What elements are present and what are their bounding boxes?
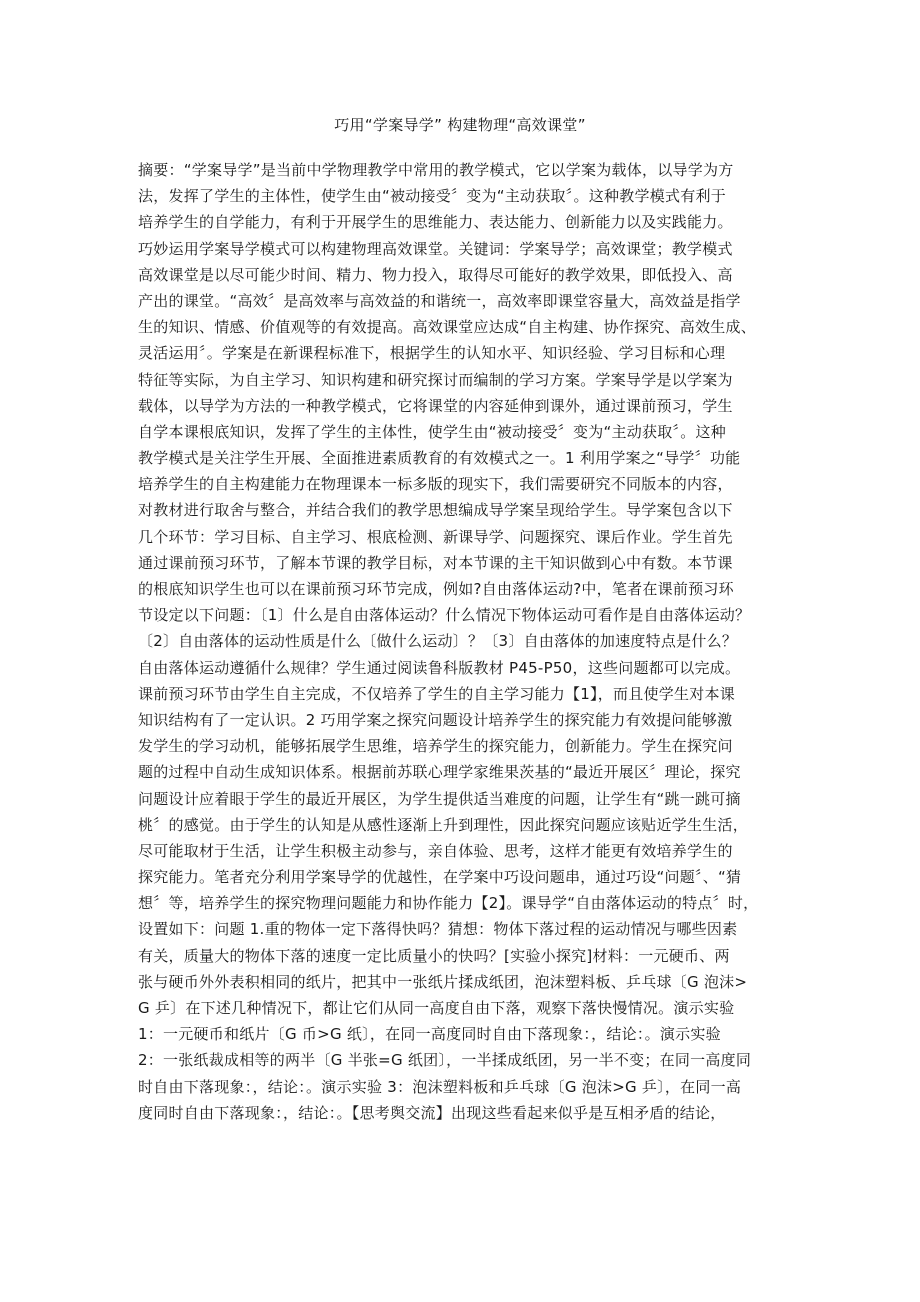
document-title: 巧用“学案导学” 构建物理“高效课堂” xyxy=(334,116,586,134)
text-line: 几个环节：学习目标、自主学习、根底检测、新课导学、问题探究、课后作业。学生首先 xyxy=(138,527,733,546)
text-line: 时自由下落现象：，结论：。演示实验 3：泡沫塑料板和乒乓球〔G 泡沫>G 乒〕，在同一高 xyxy=(138,1077,742,1096)
text-line: 设置如下：问题 1.重的物体一定下落得快吗？猜想：物体下落过程的运动情况与哪些因素 xyxy=(138,920,738,939)
text-line: 特征等实际，为自主学习、知识构建和研究探讨而编制的学习方案。学案导学是以学案为 xyxy=(138,370,733,389)
text-line: 探究能力。笔者充分利用学案导学的优越性，在学案中巧设问题串，通过巧设“问题〞、“猜 xyxy=(138,868,742,887)
text-line: 载体，以导学为方法的一种教学模式，它将课堂的内容延伸到课外，通过课前预习，学生 xyxy=(138,396,733,415)
text-line: 培养学生的自学能力，有利于开展学生的思维能力、表达能力、创新能力以及实践能力。 xyxy=(138,213,733,232)
text-line: 产出的课堂。“高效〞是高效率与高效益的和谐统一，高效率即课堂容量大，高效益是指学 xyxy=(138,291,741,310)
text-line: 教学模式是关注学生开展、全面推进素质教育的有效模式之一。1 利用学案之“导学〞功能 xyxy=(138,449,741,468)
text-line: 通过课前预习环节，了解本节课的教学目标，对本节课的主干知识做到心中有数。本节课 xyxy=(138,553,733,572)
text-line: 摘要：“学案导学”是当前中学物理教学中常用的教学模式，它以学案为载体，以导学为方 xyxy=(138,161,734,179)
text-line: 的根底知识学生也可以在课前预习环节完成，例如?自由落体运动?中，笔者在课前预习环 xyxy=(138,580,734,598)
text-line: 〔2〕自由落体的运动性质是什么〔做什么运动〕？〔3〕自由落体的加速度特点是什么？ xyxy=(138,632,738,651)
text-line: 培养学生的自主构建能力在物理课本一标多版的现实下，我们需要研究不同版本的内容， xyxy=(138,475,733,494)
document-body xyxy=(138,157,798,1126)
text-line: 课前预习环节由学生自主完成，不仅培养了学生的自主学习能力【1】，而且使学生对本课 xyxy=(138,684,736,703)
text-line: 知识结构有了一定认识。2 巧用学案之探究问题设计培养学生的探究能力有效提问能够激 xyxy=(138,710,733,729)
text-line: 度同时自由下落现象：，结论：。【思考舆交流】出现这些看起来似乎是互相矛盾的结论， xyxy=(138,1103,726,1122)
text-line: 自学本课根底知识，发挥了学生的主体性，使学生由“被动接受〞变为“主动获取〞。这种 xyxy=(138,422,727,441)
text-line: 题的过程中自动生成知识体系。根据前苏联心理学家维果茨基的“最近开展区〞理论，探究 xyxy=(138,763,741,782)
text-line: 想〞等，培养学生的探究物理问题能力和协作能力【2】。课导学“自由落体运动的特点〞时， xyxy=(138,894,759,913)
text-line: 巧妙运用学案导学模式可以构建物理高效课堂。关键词：学案导学；高效课堂；教学模式 xyxy=(138,239,733,258)
text-line: 尽可能取材于生活，让学生积极主动参与，亲自体验、思考，这样才能更有效培养学生的 xyxy=(138,841,733,860)
text-line: 对教材进行取舍与整合，并结合我们的教学思想编成导学案呈现给学生。导学案包含以下 xyxy=(138,501,733,520)
text-line: 自由落体运动遵循什么规律？学生通过阅读鲁科版教材 P45-P50，这些问题都可以完成。 xyxy=(138,658,741,677)
text-line: 节设定以下问题：〔1〕什么是自由落体运动？什么情况下物体运动可看作是自由落体运动？ xyxy=(138,606,751,625)
text-line: 张与硬币外外表积相同的纸片，把其中一张纸片揉成纸团，泡沫塑料板、乒乓球〔G 泡沫> xyxy=(138,972,748,991)
text-line: 桃〞的感觉。由于学生的认知是从感性逐渐上升到理性，因此探究问题应该贴近学生生活， xyxy=(138,815,749,834)
text-line: 高效课堂是以尽可能少时间、精力、物力投入，取得尽可能好的教学效果，即低投入、高 xyxy=(138,265,733,284)
text-line: 2：一张纸裁成相等的两半〔G 半张=G 纸团〕，一半揉成纸团，另一半不变；在同一高度同 xyxy=(138,1051,752,1070)
text-line: 法，发挥了学生的主体性，使学生由“被动接受〞变为“主动获取〞。这种教学模式有利于 xyxy=(138,187,727,206)
text-line: G 乒〕在下述几种情况下，都让它们从同一高度自由下落，观察下落快慢情况。演示实验 xyxy=(138,999,735,1017)
text-line: 生的知识、情感、价值观等的有效提高。高效课堂应达成“自主构建、协作探究、高效生成、 xyxy=(138,318,757,337)
text-line: 灵活运用〞。学案是在新课程标准下，根据学生的认知水平、知识经验、学习目标和心理 xyxy=(138,344,726,363)
text-line: 发学生的学习动机，能够拓展学生思维，培养学生的探究能力，创新能力。学生在探究问 xyxy=(138,737,733,756)
text-line: 1：一元硬币和纸片〔G 币>G 纸〕，在同一高度同时自由下落现象：，结论：。演示实验 xyxy=(138,1025,721,1044)
text-line: 有关，质量大的物体下落的速度一定比质量小的快吗？[实验小探究]材料：一元硬币、两 xyxy=(138,946,730,965)
text-line: 问题设计应着眼于学生的最近开展区，为学生提供适当难度的问题，让学生有“跳一跳可摘 xyxy=(138,789,741,808)
